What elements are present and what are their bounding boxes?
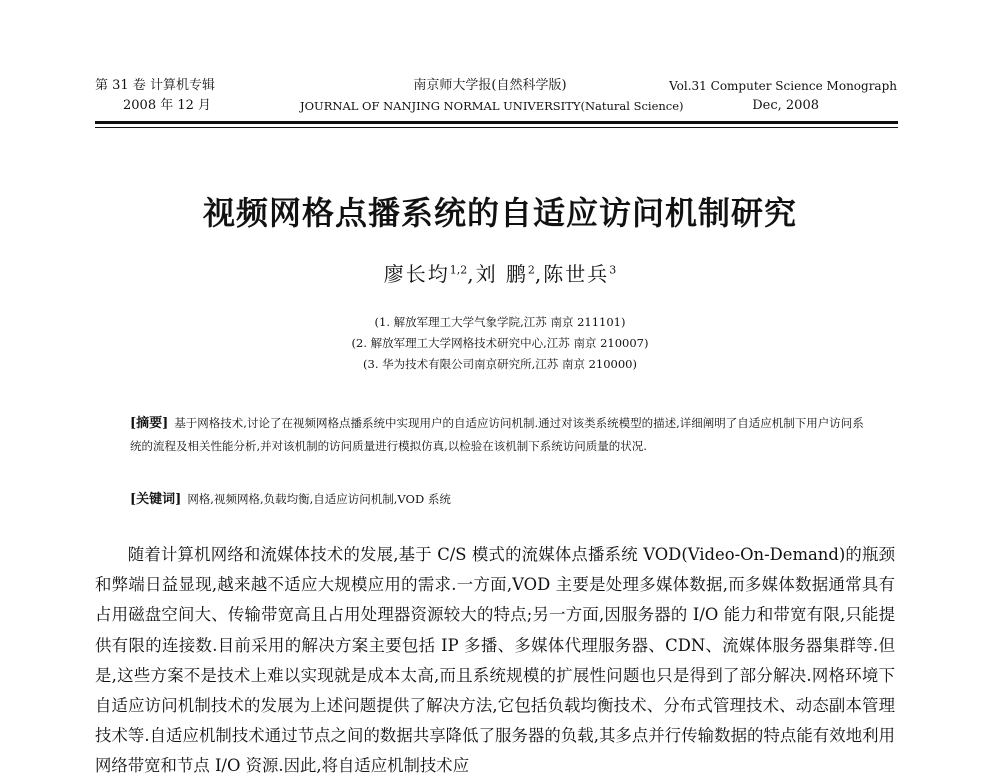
author-separator: , bbox=[467, 262, 476, 286]
paper-title: 视频网格点播系统的自适应访问机制研究 bbox=[202, 194, 797, 232]
running-header-left bbox=[95, 76, 215, 116]
affiliation: (1. 解放军理工大学气象学院,江苏 南京 211101) bbox=[374, 315, 626, 329]
author-separator: , bbox=[534, 262, 544, 286]
issue-date-en: Dec, 2008 bbox=[752, 98, 819, 113]
running-header-center bbox=[300, 76, 684, 116]
abstract bbox=[130, 412, 870, 458]
body-paragraph: 随着计算机网络和流媒体技术的发展,基于 C/S 模式的流媒体点播系统 VOD(Video-On-Demand)的瓶颈和弊端日益显现,越来越不适应大规模应用的需求.一方面,VOD 主要是处理多媒体数据,而多媒体数据通常具有占用磁盘空间大、传输带宽高且占用处理器资源较大的特点;另一方面,因服务器的 I/O 能力和带宽有限,只能提供有限的连接数.目前采用的解决方案主要包括 IP 多播、多媒体代理服务器、CDN、流媒体服务器集群等.但是,这些方案不是技术上难以实现就是成本太高,而且系统规模的扩展性问题也只是得到了部分解决.网格环境下自适应访问机制技术的发展为上述问题提供了解决方法,它包括负载均衡技术、分布式管理技术、动态副本管理技术等.自适应机制技术通过节点之间的数据共享降低了服务器的负载,其多点并行传输数据的特点能有效地利用网络带宽和节点 I/O 资源.因此,将自适应机制技术应 bbox=[95, 545, 895, 776]
journal-name-cn: 南京师大学报(自然科学版) bbox=[413, 78, 567, 93]
author-affiliation-mark: 1,2 bbox=[449, 263, 468, 277]
keywords-text: 网格,视频网格,负载均衡,自适应访问机制,VOD 系统 bbox=[187, 492, 451, 506]
header-rule-thin bbox=[95, 127, 898, 128]
keywords-label: [关键词] bbox=[130, 492, 182, 507]
author-list bbox=[0, 258, 1000, 287]
volume-info: 第 31 卷 计算机专辑 bbox=[95, 78, 215, 93]
keywords bbox=[130, 488, 870, 511]
volume-info-en: Vol.31 Computer Science Monograph bbox=[669, 79, 897, 93]
author-name: 廖长均 bbox=[383, 262, 450, 286]
affiliation-list bbox=[0, 312, 1000, 375]
abstract-label: [摘要] bbox=[130, 416, 169, 431]
abstract-text: 基于网格技术,讨论了在视频网格点播系统中实现用户的自适应访问机制.通过对该类系统模型的描述,详细阐明了自适应机制下用户访问系统的流程及相关性能分析,并对该机制的访问质量进行模拟仿真,以检验在该机制下系统访问质量的状况. bbox=[130, 416, 864, 453]
author-name: 刘 鹏 bbox=[475, 262, 528, 286]
author-affiliation-mark: 2 bbox=[527, 263, 535, 277]
author-name: 陈世兵 bbox=[543, 262, 610, 286]
affiliation: (3. 华为技术有限公司南京研究所,江苏 南京 210000) bbox=[363, 357, 637, 371]
affiliation: (2. 解放军理工大学网格技术研究中心,江苏 南京 210007) bbox=[351, 336, 649, 350]
journal-name-en: JOURNAL OF NANJING NORMAL UNIVERSITY(Natural Science) bbox=[300, 99, 684, 113]
running-header-right bbox=[665, 76, 897, 116]
author-affiliation-mark: 3 bbox=[609, 263, 617, 277]
header-rule-thick bbox=[95, 121, 898, 124]
issue-date: 2008 年 12 月 bbox=[123, 98, 212, 113]
